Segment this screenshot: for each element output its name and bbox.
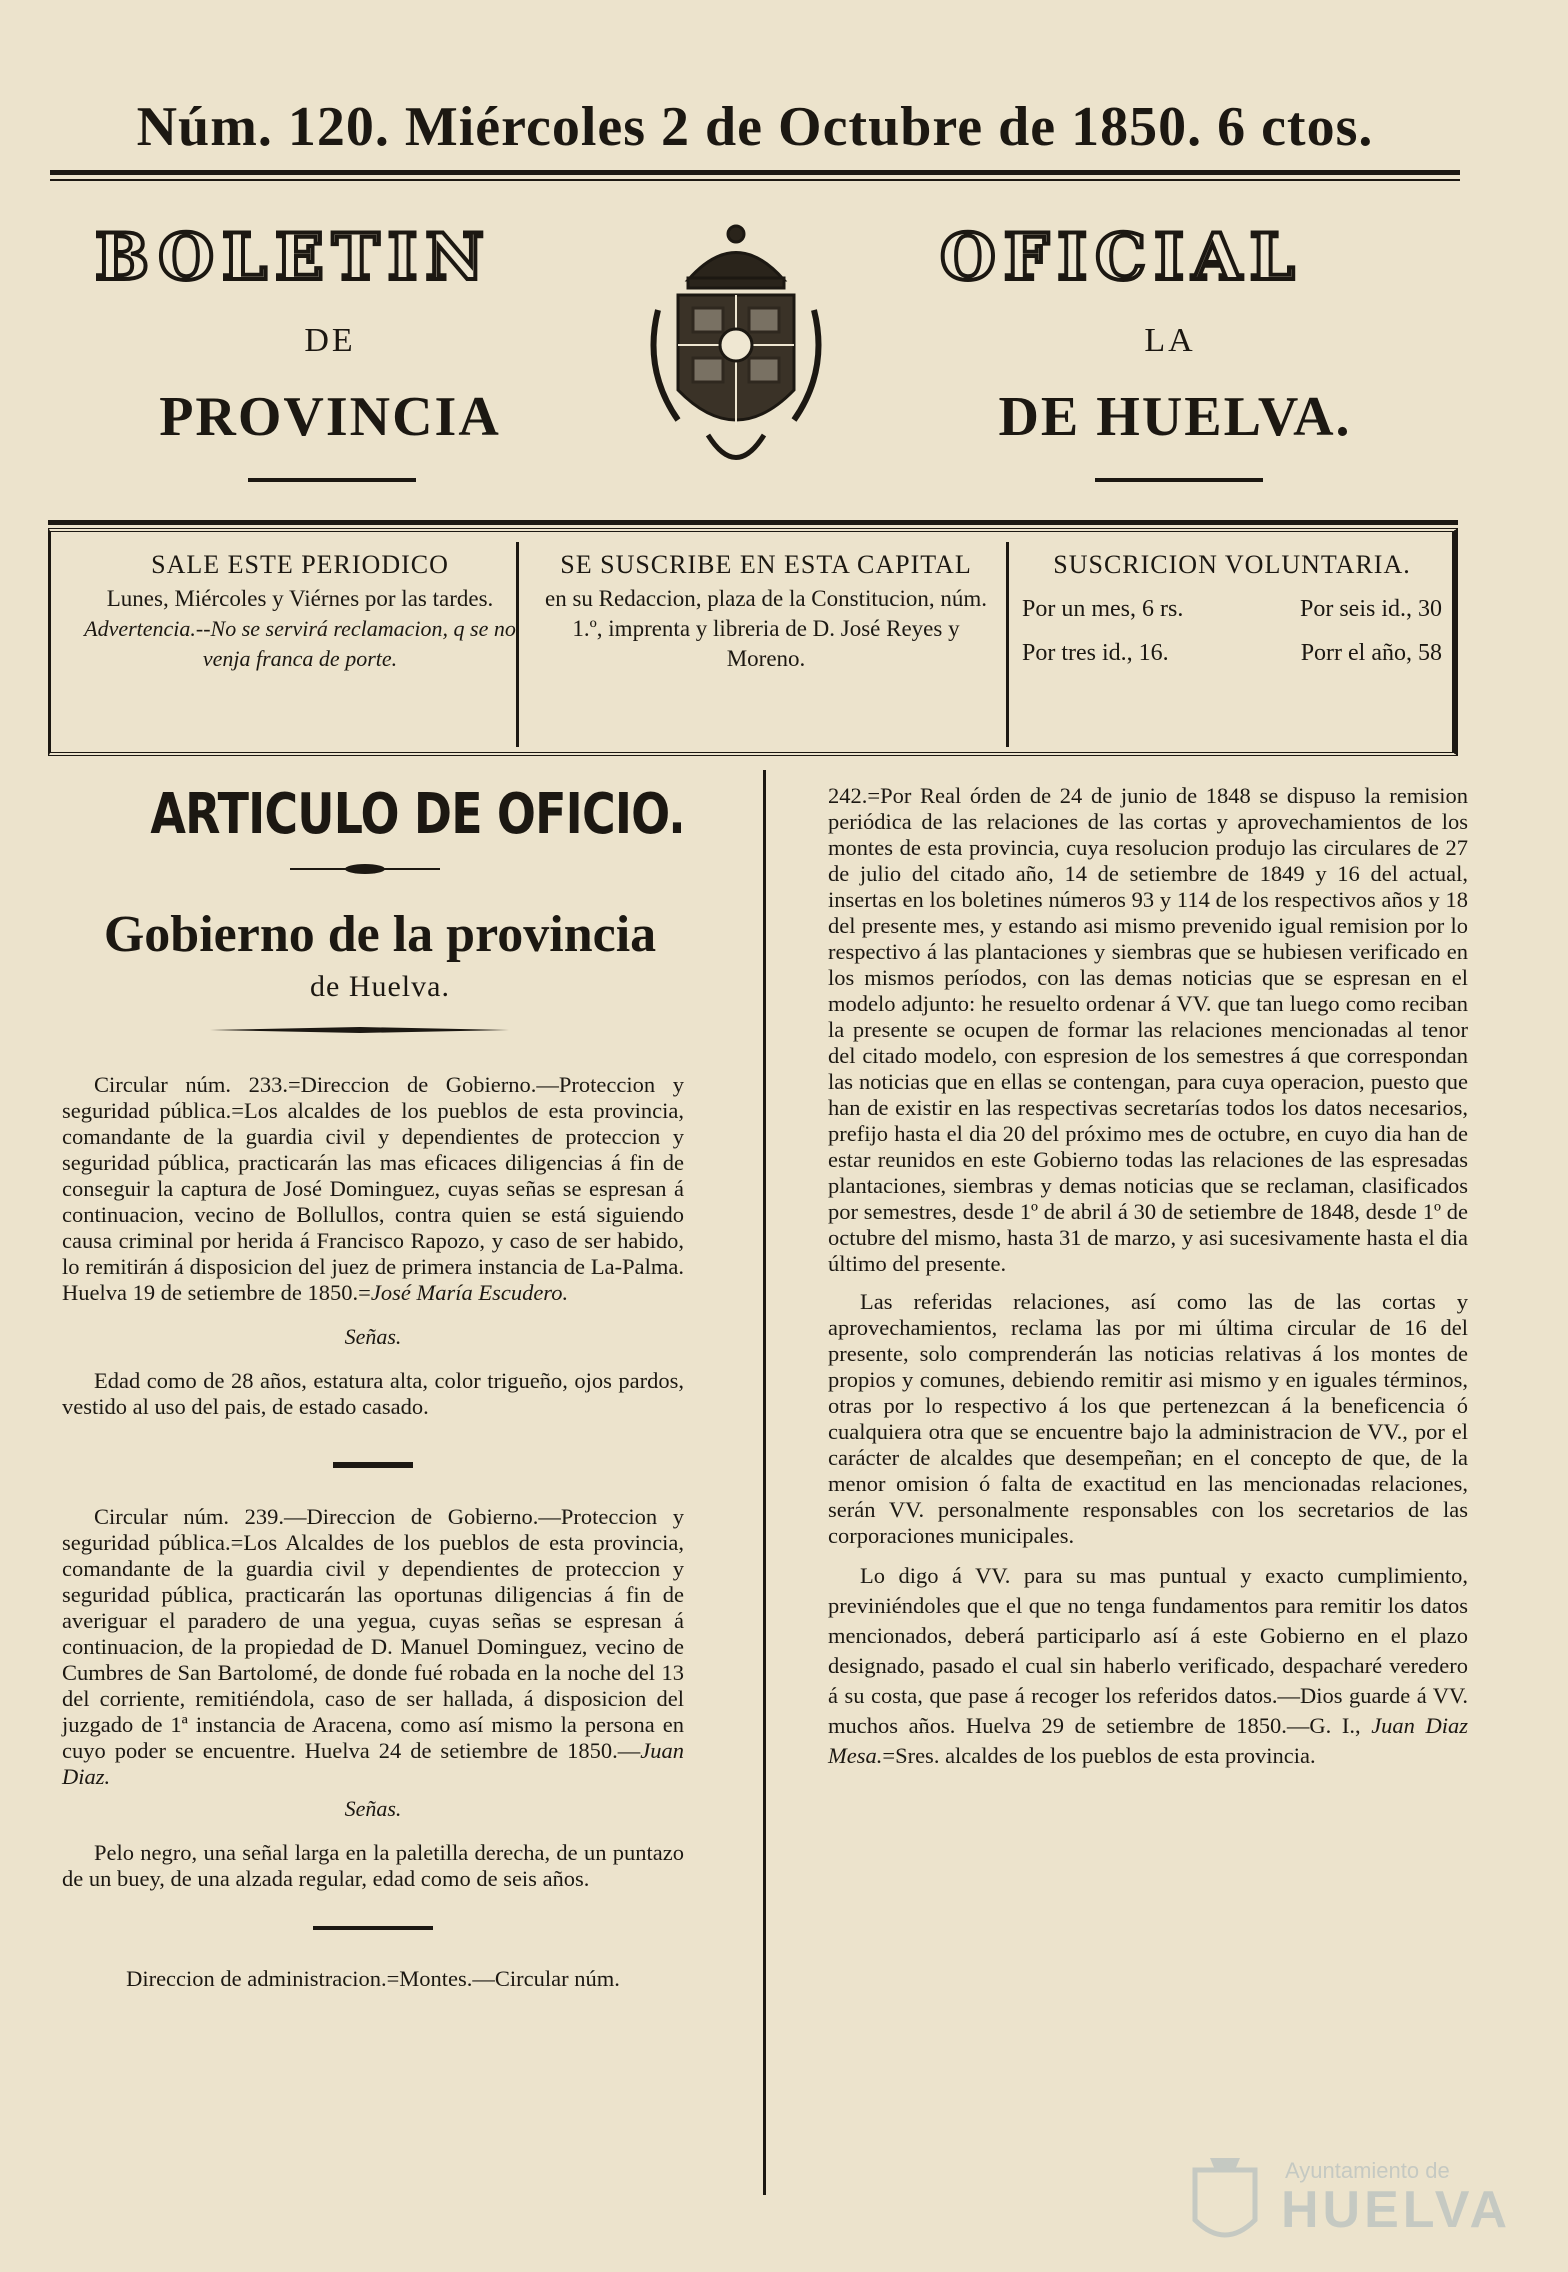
right-column-body [828, 783, 1468, 1771]
price-row-1 [1016, 594, 1448, 624]
masthead-underline-left [248, 478, 416, 482]
watermark-line-2: HUELVA [1281, 2181, 1512, 2239]
subscription-divider-2 [1006, 542, 1009, 747]
senas-description-2: Pelo negro, una señal larga en la paletilla derecha, de un puntazo de un buey, de una alzada regular, edad como de seis años. [62, 1840, 684, 1891]
prices-heading: SUSCRICION VOLUNTARIA. [1053, 550, 1411, 579]
section-heading: ARTICULO DE OFICIO. [150, 782, 685, 847]
circular-239-signature: Juan Diaz. [62, 1738, 684, 1789]
ornament-icon [290, 862, 440, 876]
masthead-underline-right [1095, 478, 1263, 482]
publication-days: Lunes, Miércoles y Viérnes por las tardes. [106, 586, 494, 611]
circular-239 [62, 1504, 684, 1790]
circular-242-paragraph-2: Las referidas relaciones, así como las de las cortas y aprovechamientos, reclama las por mi última circular de 16 del presente, solo comprenderán las noticias relativas á los montes de propios y comunes, debiendo remitir asi mismo y en iguales términos, otras por lo respectivo á los que pertenezcan á la beneficencia ó cualquiera otra que se encuentre bajo la administracion de VV., por el carácter de alcaldes que desempeñan; en el concepto de que, de la menor omision ó falta de exactitud en las mencionadas relaciones, serán VV. personalmente responsables con los secretarios de las corporaciones municipales. [828, 1289, 1468, 1548]
publication-heading: SALE ESTE PERIODICO [151, 550, 449, 579]
senas-heading-1: Señas. [344, 1324, 402, 1349]
masthead-title-right: OFICIAL [940, 220, 1303, 295]
government-heading: Gobierno de la provincia [103, 906, 657, 963]
masthead-bottom-rule [48, 520, 1458, 525]
price-one-month: Por un mes, 6 rs. [1022, 596, 1184, 622]
circular-239-text: Circular núm. 239.—Direccion de Gobierno.—Proteccion y seguridad pública.=Los Alcaldes de los pueblos de esta provincia, comandante de la guardia civil y dependientes de proteccion y seguridad pública, practicarán las oportunas diligencias á fin de averiguar el paradero de una yegua, cuyas señas se espresan á continuacion, de la propiedad de D. Manuel Dominguez, vecino de Cumbres de San Bartolomé, de donde fué robada en la noche del 13 del corriente, remitiéndola, caso de ser hallada, á disposicion del juzgado de 1ª instancia de Aracena, como así mismo la persona en cuyo poder se encuentre. Huelva 24 de setiembre de 1850.— [62, 1504, 684, 1763]
subscription-prices [1016, 550, 1448, 740]
price-one-year: Porr el año, 58 [1300, 640, 1442, 666]
circular-242-signature: Juan Diaz Mesa. [828, 1713, 1469, 1768]
price-three-months: Por tres id., 16. [1022, 640, 1169, 666]
circular-242-paragraph-1: 242.=Por Real órden de 24 de junio de 1848 se dispuso la remision periódica de las relaciones de las cortas y aprovechamientos de los montes de esta provincia, cuya resolucion produjo las circulares de 27 de julio del citado año, 14 de setiembre de 1849 y 16 del actual, insertas en los boletines números 93 y 114 de los respectivos años y 18 del presente mes, y estando asi mismo prevenido igual remision por lo respectivo á las plantaciones y siembras que se hubiesen verificado en los mismos períodos, con las demas noticias que se espresan en el modelo adjunto: he resuelto ordenar á VV. que tan luego como reciban la presente se ocupen de formar las relaciones mencionadas al tenor del citado modelo, con espresion de los semestres á que correspondan las noticias que en ellas se contengan, para cuya operacion, puesto que han de existir en las respectivas secretarías todos los datos necesarios, prefijo hasta el dia 20 del próximo mes de octubre, en cuyo dia han de estar reunidos en este Gobierno todas las relaciones de las espresadas plantaciones, siembras y demas noticias que se reclaman, clasificados por semestres, desde 1º de abril á 30 de setiembre de 1848, desde 1º de octubre del mismo, hasta 31 de marzo, y asi sucesivamente hasta el dia último del presente. [828, 783, 1468, 1276]
column-divider [763, 770, 766, 2195]
senas-description-1: Edad como de 28 años, estatura alta, color trigueño, ojos pardos, vestido al uso del pais, de estado casado. [62, 1368, 684, 1419]
separator-2 [62, 1910, 684, 1936]
subscribe-heading: SE SUSCRIBE EN ESTA CAPITAL [560, 550, 972, 579]
government-subheading: de Huelva. [310, 970, 450, 1003]
administration-circular-start: Direccion de administracion.=Montes.—Circular núm. [126, 1966, 620, 1991]
coat-of-arms-icon [648, 220, 824, 480]
heading-rule-icon [210, 1025, 510, 1035]
circular-242-text: Lo digo á VV. para su mas puntual y exacto cumplimiento, previniéndoles que el que no tenga fundamentos para remitir los datos mencionados, deberá participarlo así á este Gobierno en el plazo designado, pasado el cual sin haberlo verificado, despacharé veredero á su costa, que pase á recoger los referidos datos.—Dios guarde á VV. muchos años. Huelva 29 de setiembre de 1850.—G. I., [828, 1563, 1468, 1738]
circular-242-addressee: =Sres. alcaldes de los pueblos de esta provincia. [882, 1743, 1316, 1768]
archive-watermark [1185, 2150, 1515, 2250]
masthead-provincia: PROVINCIA [159, 386, 501, 448]
subscription-divider-1 [516, 542, 519, 747]
watermark-line-1: Ayuntamiento de [1285, 2158, 1450, 2183]
circular-242-paragraph-3 [828, 1561, 1468, 1771]
circular-233-signature: José María Escudero. [370, 1280, 569, 1305]
top-rule-thin [50, 179, 1460, 181]
publication-warning: Advertencia.--No se servirá reclamacion, q se no venja franca de porte. [84, 616, 516, 671]
separator-1 [62, 1448, 684, 1474]
senas-heading-2: Señas. [344, 1796, 402, 1821]
left-column-body [62, 1072, 684, 1992]
subscribe-location [533, 550, 999, 740]
masthead-la: LA [1144, 322, 1196, 359]
top-rule-thick [50, 170, 1460, 175]
subscription-box [48, 528, 1458, 756]
price-row-2 [1016, 638, 1448, 668]
watermark-crest-icon [1185, 2150, 1265, 2250]
publication-info [65, 550, 535, 740]
masthead-de: DE [304, 322, 356, 359]
masthead-de-huelva: DE HUELVA. [998, 386, 1352, 448]
subscribe-address: en su Redaccion, plaza de la Constitucion, núm. 1.º, imprenta y libreria de D. José Reyes y Moreno. [545, 586, 987, 671]
circular-233 [62, 1072, 684, 1306]
circular-233-text: Circular núm. 233.=Direccion de Gobierno.—Proteccion y seguridad pública.=Los alcaldes de los pueblos de esta provincia, comandante de la guardia civil y dependientes de proteccion y seguridad pública, practicarán las mas eficaces diligencias á fin de conseguir la captura de José Dominguez, cuyas señas se espresan á continuacion, vecino de Bollullos, contra quien se está siguiendo causa criminal por herida á Francisco Rapozo, y caso de ser habido, lo remitirán á disposicion del juez de primera instancia de La-Palma. Huelva 19 de setiembre de 1850.= [62, 1072, 684, 1305]
masthead-title-left: BOLETIN [95, 220, 492, 295]
issue-line: Núm. 120. Miércoles 2 de Octubre de 1850. 6 ctos. [136, 96, 1374, 158]
price-six-months: Por seis id., 30 [1299, 596, 1442, 622]
